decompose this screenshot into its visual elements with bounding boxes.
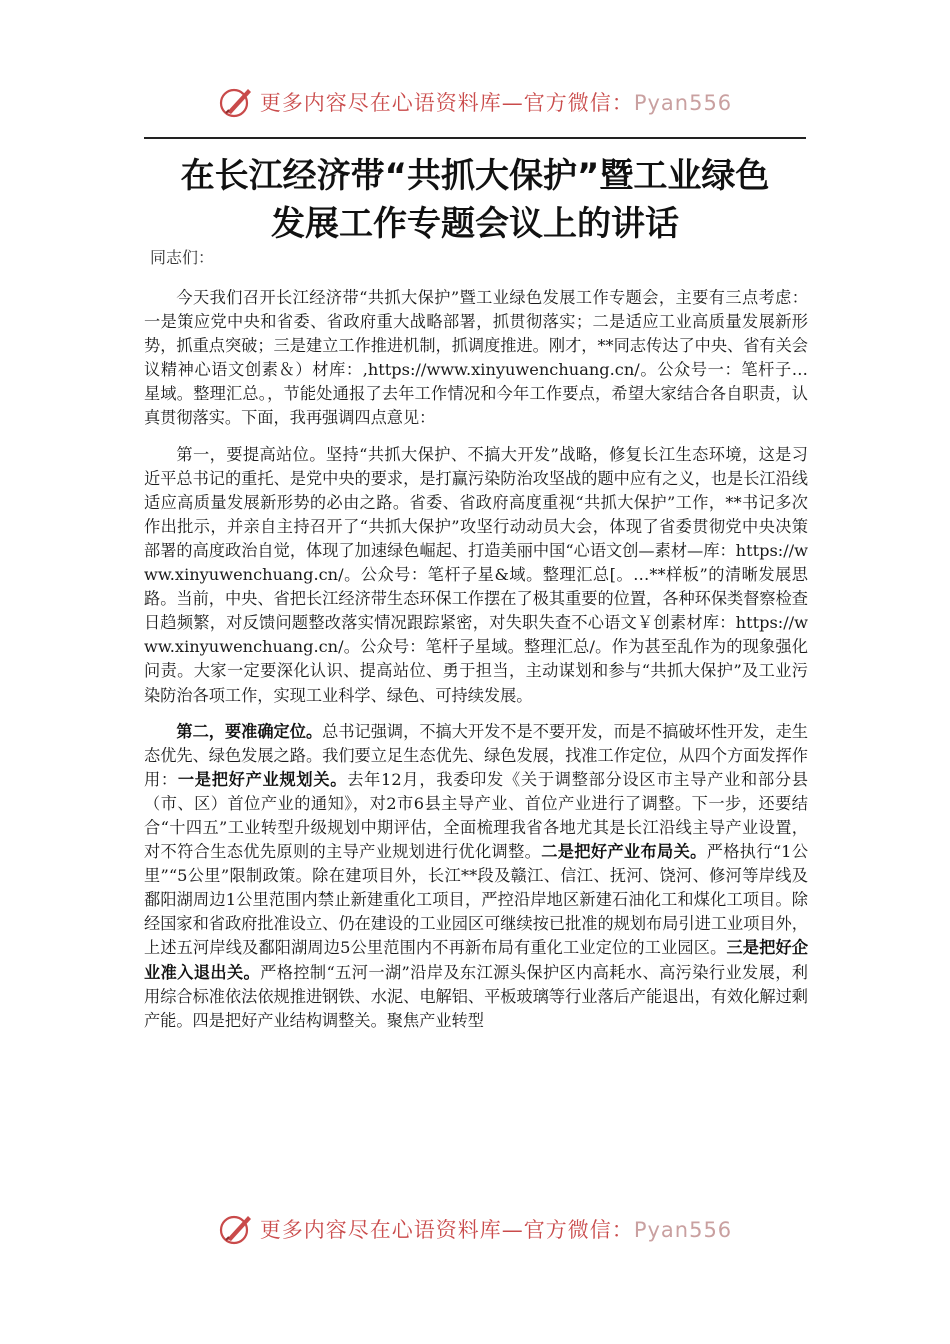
paragraph-3-text: 总书记强调，不搞大开发不是不要开发，而是不搞破坏性开发，走生态优先、绿色发展之路。我们要立足生态优先、绿色发展，找准工作定位，从四个方面发挥作用： <box>144 721 809 789</box>
paragraph-1: 今天我们召开长江经济带“共抓大保护”暨工业绿色发展工作专题会，主要有三点考虑：一是策应党中央和省委、省政府重大战略部署，抓贯彻落实；二是适应工业高质量发展新形势，抓重点突破；三是建立工作推进机制，抓调度推进。刚才，**同志传达了中央、省有关会议精神心语文创素＆）材库：,https://www.xinyuwenchuang.cn/。公众号一：笔杆子…星域。整理汇总。，节能处通报了去年工作情况和今年工作要点，希望大家结合各自职责，认真贯彻落实。下面，我再强调四点意见： <box>144 288 808 428</box>
header-banner <box>0 80 950 124</box>
wechat-id: Pyan556 <box>633 1218 733 1242</box>
salutation: 同志们： <box>150 248 215 267</box>
paragraph-2: 第一，要提高站位。坚持“共抓大保护、不搞大开发”战略，修复长江生态环境，这是习近平总书记的重托、是党中央的要求，是打赢污染防治攻坚战的题中应有之义，也是长江沿线适应高质量发展新形势的必由之路。省委、省政府高度重视“共抓大保护”工作，**书记多次作出批示，并亲自主持召开了“共抓大保护”攻坚行动动员大会，体现了省委贯彻党中央决策部署的高度政治自觉，体现了加速绿色崛起、打造美丽中国“心语文创—素材—库：https://www.xinyuwenchuang.cn/。公众号：笔杆子星&域。整理汇总[。…**样板”的清晰发展思路。当前，中央、省把长江经济带生态环保工作摆在了极其重要的位置，各种环保类督察检查日趋频繁，对反馈问题整改落实情况跟踪紧密，对失职失查不心语文￥创素材库：https://www.xinyuwenchuang.cn/。公众号：笔杆子星域。整理汇总/。作为甚至乱作为的现象强化问责。大家一定要深化认识、提高站位、勇于担当，主动谋划和参与“共抓大保护”及工业污染防治各项工作，实现工业科学、绿色、可持续发展。 <box>144 444 808 705</box>
quill-pen-logo-icon <box>218 1211 254 1247</box>
document-title <box>120 152 830 248</box>
banner-text: 更多内容尽在心语资料库—官方微信：Pyan556 <box>259 91 733 115</box>
point-3-heading: 三是把好企业准入退出关。 <box>144 938 809 982</box>
point-2-text: 严格执行“1公里”“5公里”限制政策。除在建项目外，长江**段及赣江、信江、抚河、饶河、修河等岸线及鄱阳湖周边1公里范围内禁止新建重化工项目，严控沿岸地区新建石油化工和煤化工项目。除经国家和省政府批准设立、仍在建设的工业园区可继续按已批准的规划布局引进工业项目外，上述五河岸线及鄱阳湖周边5公里范围内不再新布局有重化工业定位的工业园区。 <box>144 842 809 958</box>
header-divider <box>144 137 806 139</box>
paragraph-3 <box>144 720 808 1033</box>
quill-pen-logo-icon <box>218 84 254 120</box>
point-3-text: 严格控制“五河一湖”沿岸及东江源头保护区内高耗水、高污染行业发展，利用综合标准依法依规推进钢铁、水泥、电解铝、平板玻璃等行业落后产能退出，有效化解过剩产能。四是把好产业结构调整关。聚焦产业转型 <box>144 962 808 1030</box>
point-1-heading: 一是把好产业规划关。 <box>177 769 348 789</box>
point-2-heading: 二是把好产业布局关。 <box>541 842 707 862</box>
title-line-2: 发展工作专题会议上的讲话 <box>271 204 679 244</box>
document-body <box>144 286 808 1045</box>
section-heading-2: 第二，要准确定位。 <box>176 721 323 741</box>
title-line-1: 在长江经济带“共抓大保护”暨工业绿色 <box>180 156 770 196</box>
banner-text: 更多内容尽在心语资料库—官方微信：Pyan556 <box>259 1218 733 1242</box>
point-1-text: 去年12月，我委印发《关于调整部分设区市主导产业和部分县（市、区）首位产业的通知》，对2市6县主导产业、首位产业进行了调整。下一步，还要结合“十四五”工业转型升级规划中期评估，全面梳理我省各地尤其是长江沿线主导产业设置，对不符合生态优先原则的主导产业规划进行优化调整。 <box>144 769 808 862</box>
wechat-id: Pyan556 <box>633 91 733 115</box>
footer-banner <box>0 1207 950 1251</box>
